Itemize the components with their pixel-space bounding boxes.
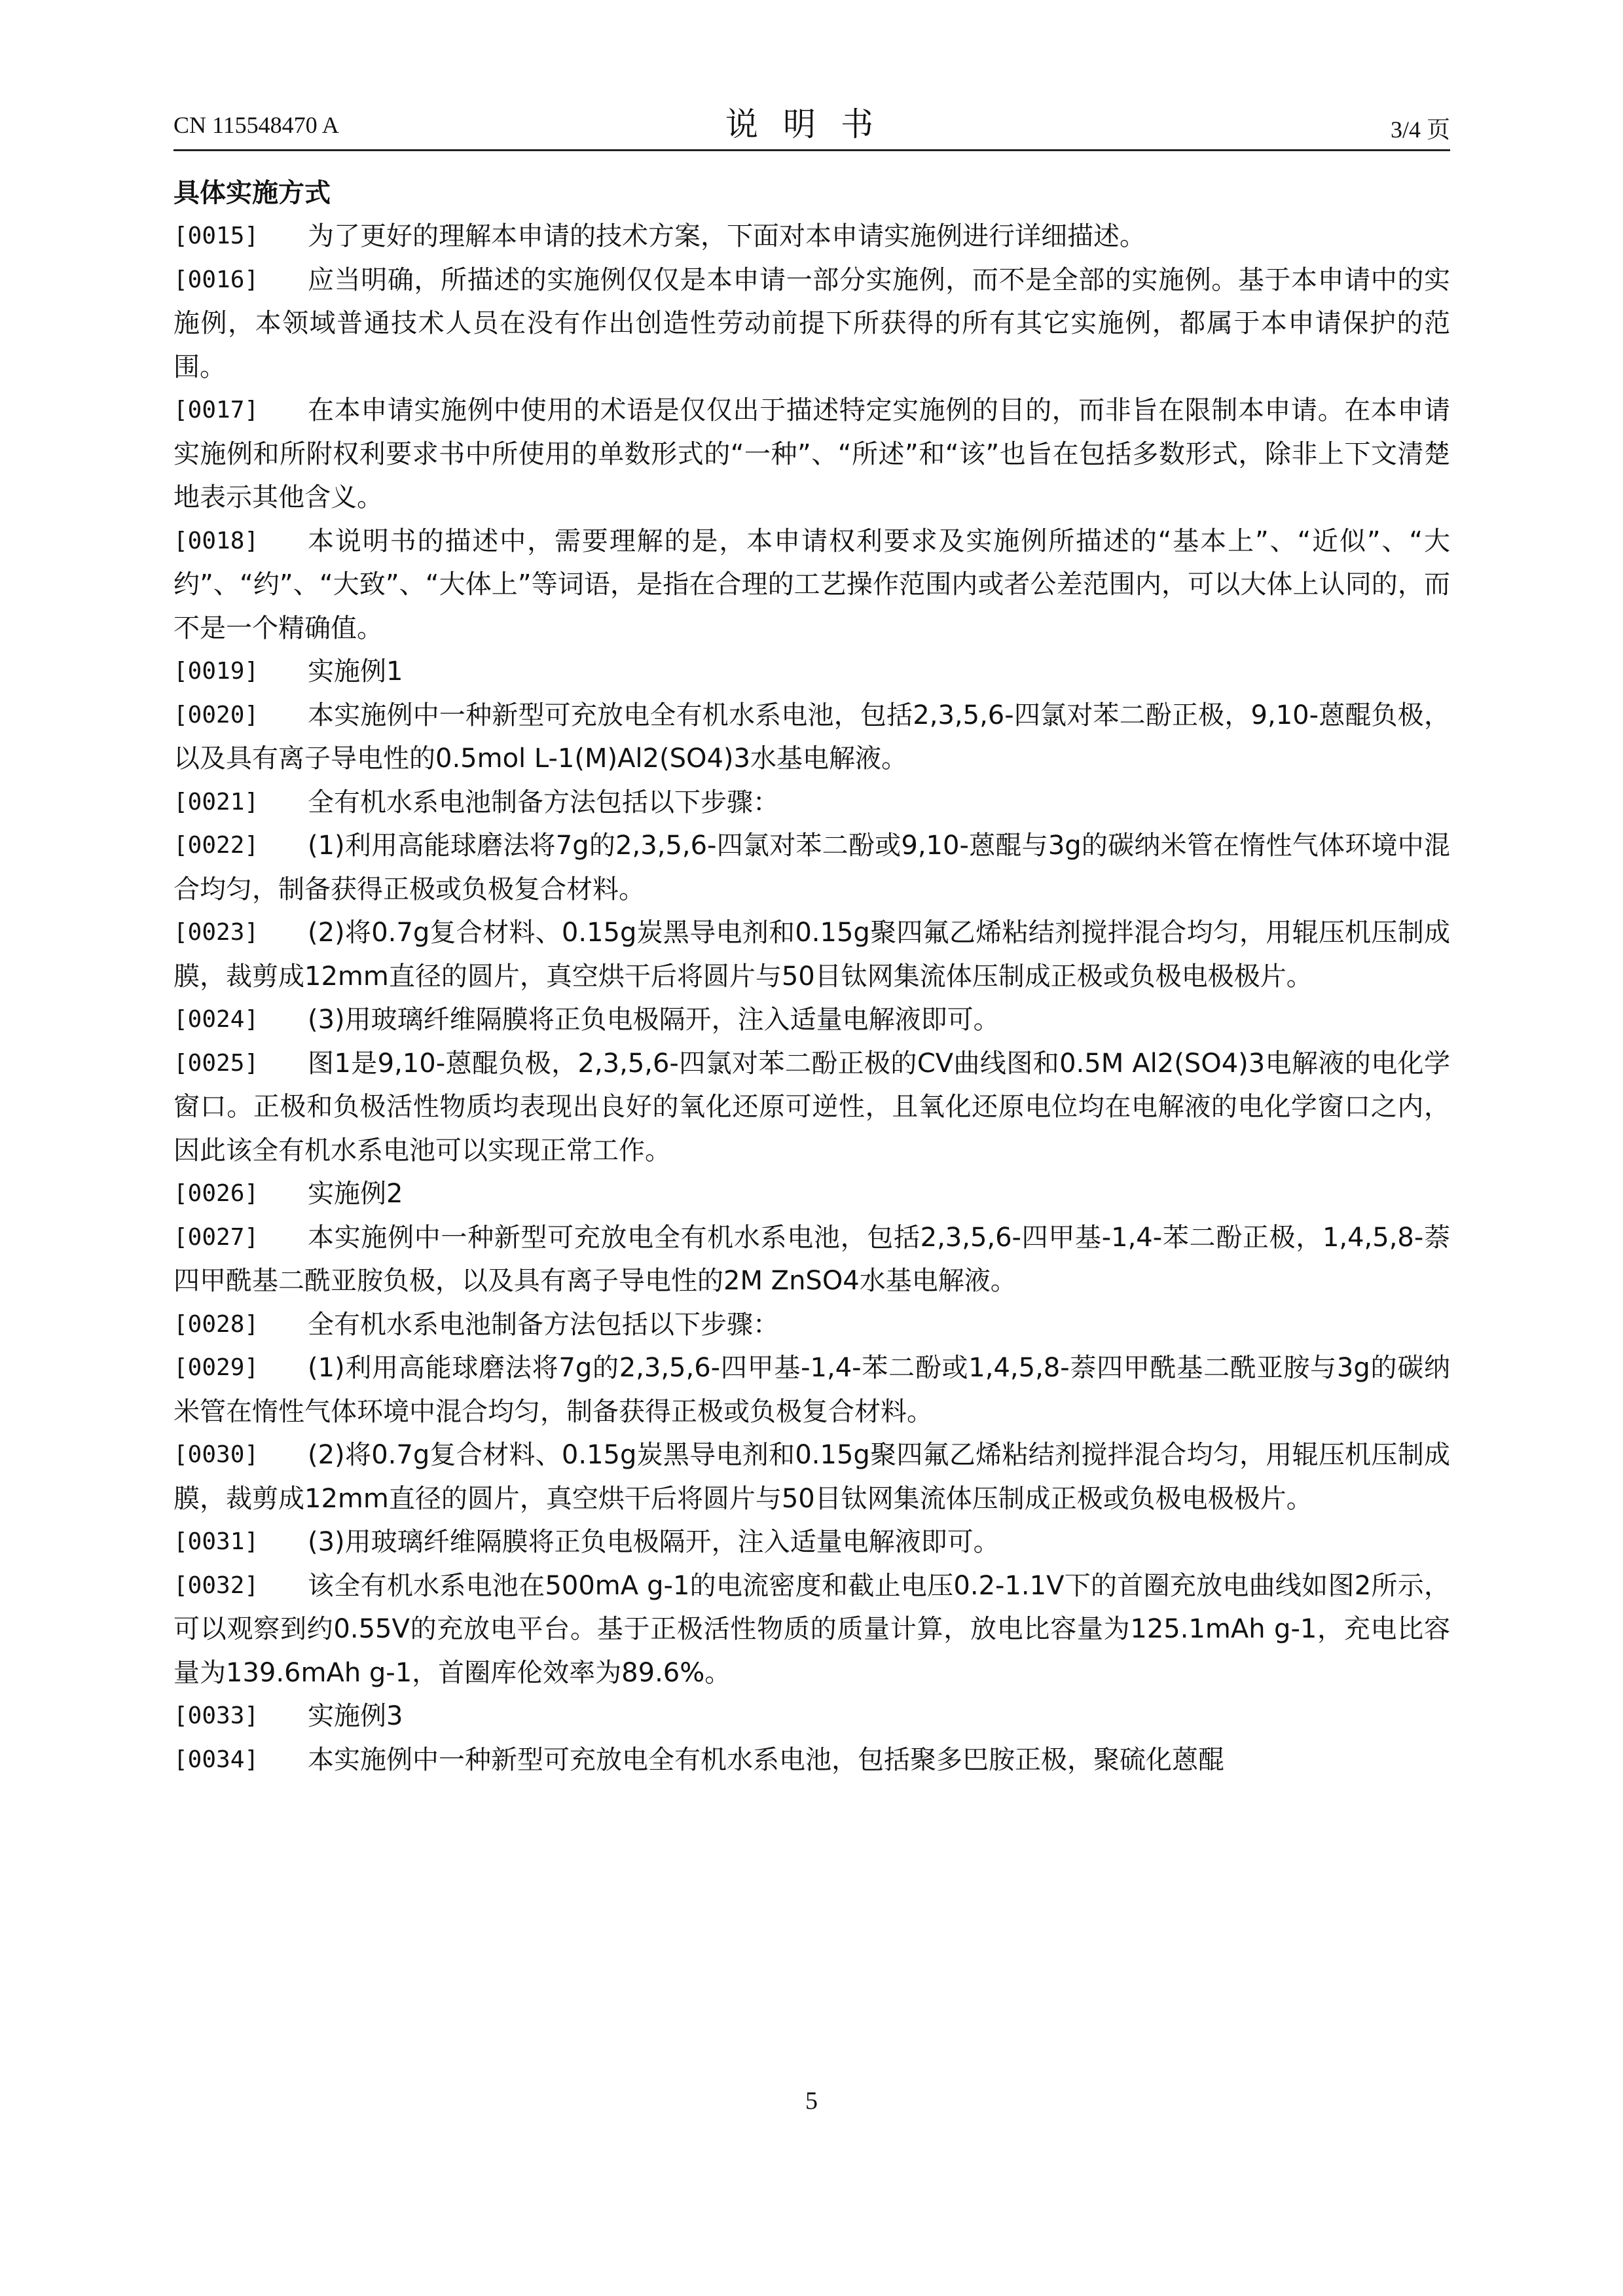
paragraph <box>173 781 1450 825</box>
paragraph-text: 实施例2 <box>308 1179 403 1209</box>
paragraph <box>173 650 1450 694</box>
publication-number: CN 115548470 A <box>173 112 339 138</box>
paragraph-number: [0029] <box>173 1354 259 1381</box>
document-body <box>173 171 1450 1782</box>
paragraph-text: 应当明确，所描述的实施例仅仅是本申请一部分实施例，而不是全部的实施例。基于本申请中的实施例，本领域普通技术人员在没有作出创造性劳动前提下所获得的所有其它实施例，都属于本申请保护的范围。 <box>173 264 1450 382</box>
paragraph-number: [0027] <box>173 1223 259 1251</box>
paragraph-text: 在本申请实施例中使用的术语是仅仅出于描述特定实施例的目的，而非旨在限制本申请。在本申请实施例和所附权利要求书中所使用的单数形式的“一种”、“所述”和“该”也旨在包括多数形式，除非上下文清楚地表示其他含义。 <box>173 395 1450 512</box>
paragraph-text: 实施例3 <box>308 1701 403 1731</box>
paragraph-number: [0018] <box>173 527 259 554</box>
paragraph-number: [0022] <box>173 832 259 859</box>
page-header <box>173 98 1450 144</box>
paragraph-text: 全有机水系电池制备方法包括以下步骤： <box>308 1309 779 1340</box>
paragraph <box>173 1303 1450 1347</box>
paragraph-text: 为了更好的理解本申请的技术方案，下面对本申请实施例进行详细描述。 <box>308 221 1146 251</box>
paragraph <box>173 1520 1450 1564</box>
paragraph-text: (3)用玻璃纤维隔膜将正负电极隔开，注入适量电解液即可。 <box>308 1005 1000 1035</box>
page-indicator: 3/4 页 <box>1390 117 1450 143</box>
paragraph-number: [0019] <box>173 658 259 685</box>
paragraph-text: (3)用玻璃纤维隔膜将正负电极隔开，注入适量电解液即可。 <box>308 1527 1000 1557</box>
paragraph-text: (2)将0.7g复合材料、0.15g炭黑导电剂和0.15g聚四氟乙烯粘结剂搅拌混合均匀，用辊压机压制成膜，裁剪成12mm直径的圆片，真空烘干后将圆片与50目钛网集流体压制成正极或负极电极极片。 <box>173 1440 1450 1514</box>
paragraph-text: 实施例1 <box>308 656 403 687</box>
paragraph-number: [0025] <box>173 1049 259 1077</box>
paragraph-list <box>173 215 1450 1782</box>
paragraph-number: [0017] <box>173 397 259 423</box>
paragraph-number: [0028] <box>173 1310 259 1338</box>
paragraph-text: 本实施例中一种新型可充放电全有机水系电池，包括2,3,5,6-四甲基-1,4-苯二酚正极，1,4,5,8-萘四甲酰基二酰亚胺负极，以及具有离子导电性的2M ZnSO4水基电解液。 <box>173 1222 1450 1296</box>
paragraph <box>173 824 1450 911</box>
paragraph <box>173 911 1450 998</box>
paragraph-text: (1)利用高能球磨法将7g的2,3,5,6-四甲基-1,4-苯二酚或1,4,5,8-萘四甲酰基二酰亚胺与3g的碳纳米管在惰性气体环境中混合均匀，制备获得正极或负极复合材料。 <box>173 1353 1450 1427</box>
paragraph-number: [0032] <box>173 1571 259 1599</box>
paragraph-number: [0026] <box>173 1180 259 1207</box>
paragraph <box>173 694 1450 781</box>
page-number: 5 <box>805 2087 818 2115</box>
paragraph <box>173 520 1450 651</box>
paragraph-number: [0034] <box>173 1746 259 1773</box>
paragraph-number: [0033] <box>173 1702 259 1729</box>
paragraph <box>173 1564 1450 1695</box>
paragraph <box>173 1216 1450 1303</box>
document-title: 说明书 <box>725 105 898 143</box>
section-title: 具体实施方式 <box>173 178 331 208</box>
paragraph <box>173 1738 1450 1782</box>
paragraph <box>173 1346 1450 1433</box>
paragraph-number: [0020] <box>173 701 259 728</box>
paragraph-text: 本说明书的描述中，需要理解的是，本申请权利要求及实施例所描述的“基本上”、“近似”、“大约”、“约”、“大致”、“大体上”等词语，是指在合理的工艺操作范围内或者公差范围内，可以大体上认同的，而不是一个精确值。 <box>173 526 1450 643</box>
paragraph-number: [0030] <box>173 1441 259 1468</box>
paragraph-number: [0031] <box>173 1528 259 1555</box>
paragraph-number: [0021] <box>173 788 259 816</box>
paragraph <box>173 998 1450 1042</box>
paragraph-number: [0023] <box>173 919 259 946</box>
paragraph-text: 本实施例中一种新型可充放电全有机水系电池，包括聚多巴胺正极，聚硫化蒽醌 <box>308 1744 1224 1775</box>
paragraph <box>173 389 1450 520</box>
paragraph-text: 全有机水系电池制备方法包括以下步骤： <box>308 787 779 817</box>
header-rule <box>173 149 1450 151</box>
paragraph-text: (1)利用高能球磨法将7g的2,3,5,6-四氯对苯二酚或9,10-蒽醌与3g的碳纳米管在惰性气体环境中混合均匀，制备获得正极或负极复合材料。 <box>173 831 1450 905</box>
paragraph-text: 本实施例中一种新型可充放电全有机水系电池，包括2,3,5,6-四氯对苯二酚正极，9,10-蒽醌负极，以及具有离子导电性的0.5mol L-1(M)Al2(SO4)3水基电解液。 <box>173 700 1450 774</box>
paragraph-text: (2)将0.7g复合材料、0.15g炭黑导电剂和0.15g聚四氟乙烯粘结剂搅拌混合均匀，用辊压机压制成膜，裁剪成12mm直径的圆片，真空烘干后将圆片与50目钛网集流体压制成正极或负极电极极片。 <box>173 918 1450 992</box>
paragraph-number: [0015] <box>173 223 259 249</box>
paragraph-text: 该全有机水系电池在500mA g-1的电流密度和截止电压0.2-1.1V下的首圈充放电曲线如图2所示，可以观察到约0.55V的充放电平台。基于正极活性物质的质量计算，放电比容量为125.1mAh g-1，充电比容量为139.6mAh g-1，首圈库伦效率为89.6%。 <box>173 1570 1450 1688</box>
paragraph-number: [0016] <box>173 266 259 293</box>
paragraph <box>173 1433 1450 1520</box>
paragraph-number: [0024] <box>173 1006 259 1033</box>
paragraph <box>173 215 1450 259</box>
paragraph <box>173 1695 1450 1738</box>
paragraph <box>173 259 1450 389</box>
paragraph <box>173 1042 1450 1173</box>
paragraph-text: 图1是9,10-蒽醌负极，2,3,5,6-四氯对苯二酚正极的CV曲线图和0.5M Al2(SO4)3电解液的电化学窗口。正极和负极活性物质均表现出良好的氧化还原可逆性，且氧化还原电位均在电解液的电化学窗口之内，因此该全有机水系电池可以实现正常工作。 <box>173 1048 1450 1166</box>
paragraph <box>173 1172 1450 1216</box>
